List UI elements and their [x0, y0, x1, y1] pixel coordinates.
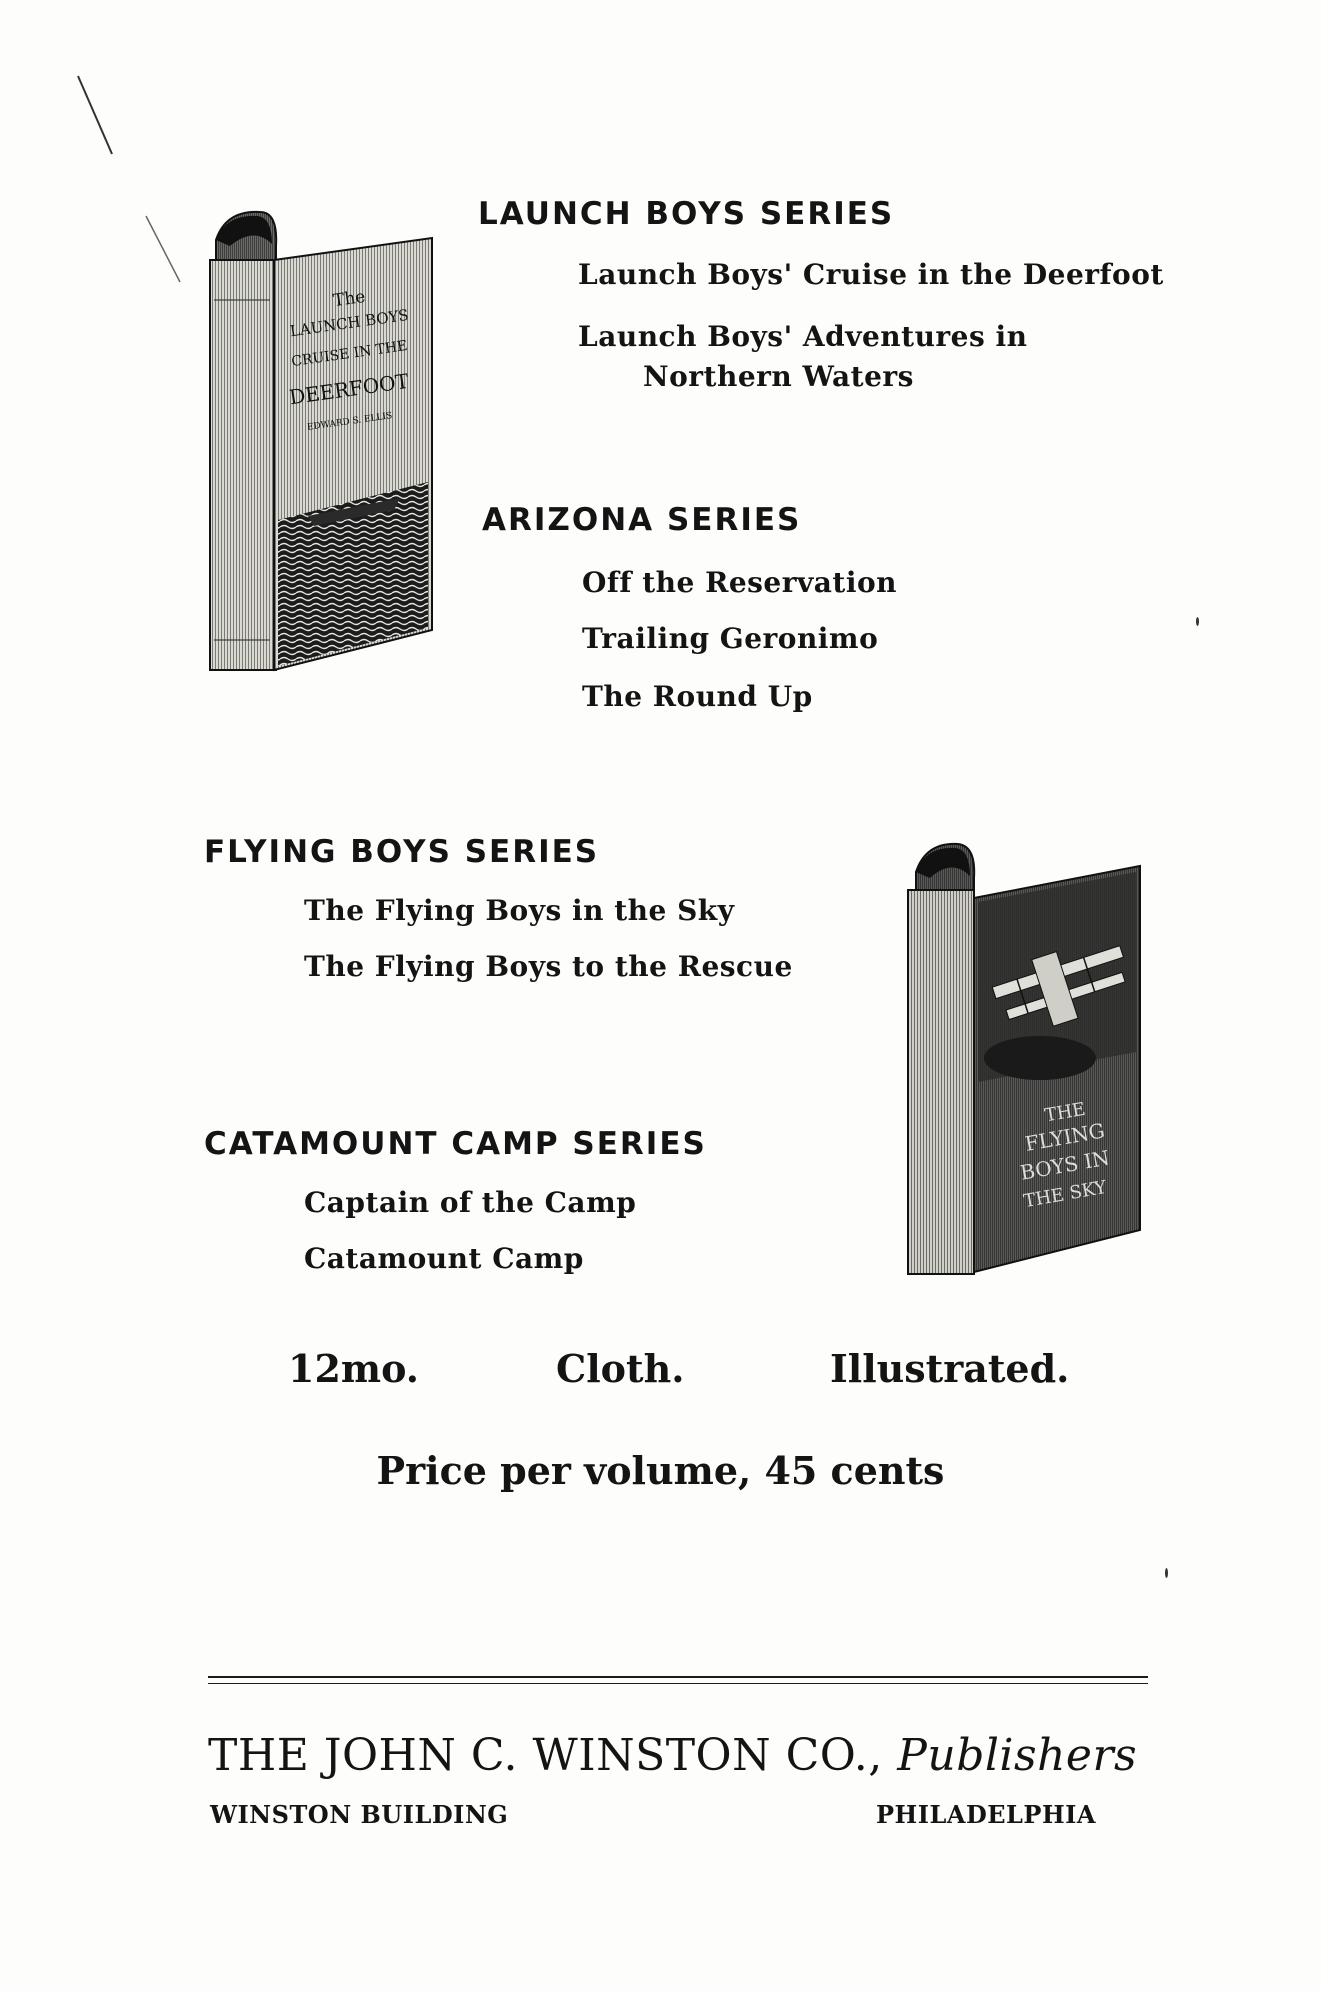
book-title: The Flying Boys to the Rescue [304, 950, 793, 983]
binding-type: Cloth. [556, 1346, 685, 1391]
publisher-line [208, 1730, 1137, 1781]
scan-speck [1165, 1568, 1168, 1578]
cover-text: The [331, 286, 367, 312]
flying-boys-book-cover [890, 832, 1150, 1282]
book-title: Captain of the Camp [304, 1186, 637, 1219]
book-size: 12mo. [288, 1346, 419, 1391]
scan-mark-2 [140, 210, 190, 290]
divider-rule-bottom [208, 1683, 1148, 1684]
book-title: The Round Up [582, 680, 813, 713]
cover-text: EDWARD S. ELLIS [306, 411, 393, 433]
scan-speck [1196, 617, 1199, 626]
illustration-note: Illustrated. [830, 1346, 1070, 1391]
book-title: Off the Reservation [582, 566, 898, 599]
cover-text: BOYS IN [1018, 1145, 1112, 1185]
book-title: Launch Boys' Cruise in the Deerfoot [578, 258, 1164, 291]
cover-text: DEERFOOT [287, 368, 411, 410]
price-line: Price per volume, 45 cents [376, 1448, 945, 1493]
cover-text: THE SKY [1021, 1176, 1109, 1213]
launch-boys-book-cover [200, 200, 440, 680]
divider-rule-top [208, 1676, 1148, 1678]
publisher-role: Publishers [897, 1730, 1138, 1781]
cover-text: CRUISE IN THE [290, 337, 409, 371]
cover-text: THE [1043, 1098, 1087, 1127]
book-title: Launch Boys' Adventures in [578, 320, 1028, 353]
series-title-launch-boys: LAUNCH BOYS SERIES [478, 196, 895, 232]
series-title-catamount-camp: CATAMOUNT CAMP SERIES [204, 1126, 707, 1162]
publisher-city: PHILADELPHIA [876, 1800, 1096, 1829]
book-title: The Flying Boys in the Sky [304, 894, 735, 927]
cover-text: LAUNCH BOYS [288, 305, 410, 341]
series-title-flying-boys: FLYING BOYS SERIES [204, 834, 600, 870]
book-title: Catamount Camp [304, 1242, 584, 1275]
publisher-name: THE JOHN C. WINSTON CO., [208, 1730, 883, 1781]
series-title-arizona: ARIZONA SERIES [482, 502, 802, 538]
book-title: Trailing Geronimo [582, 622, 879, 655]
book-title-continuation: Northern Waters [643, 360, 914, 393]
cover-text: FLYING [1023, 1118, 1107, 1156]
scan-mark [70, 70, 130, 160]
publisher-building: WINSTON BUILDING [210, 1800, 509, 1829]
